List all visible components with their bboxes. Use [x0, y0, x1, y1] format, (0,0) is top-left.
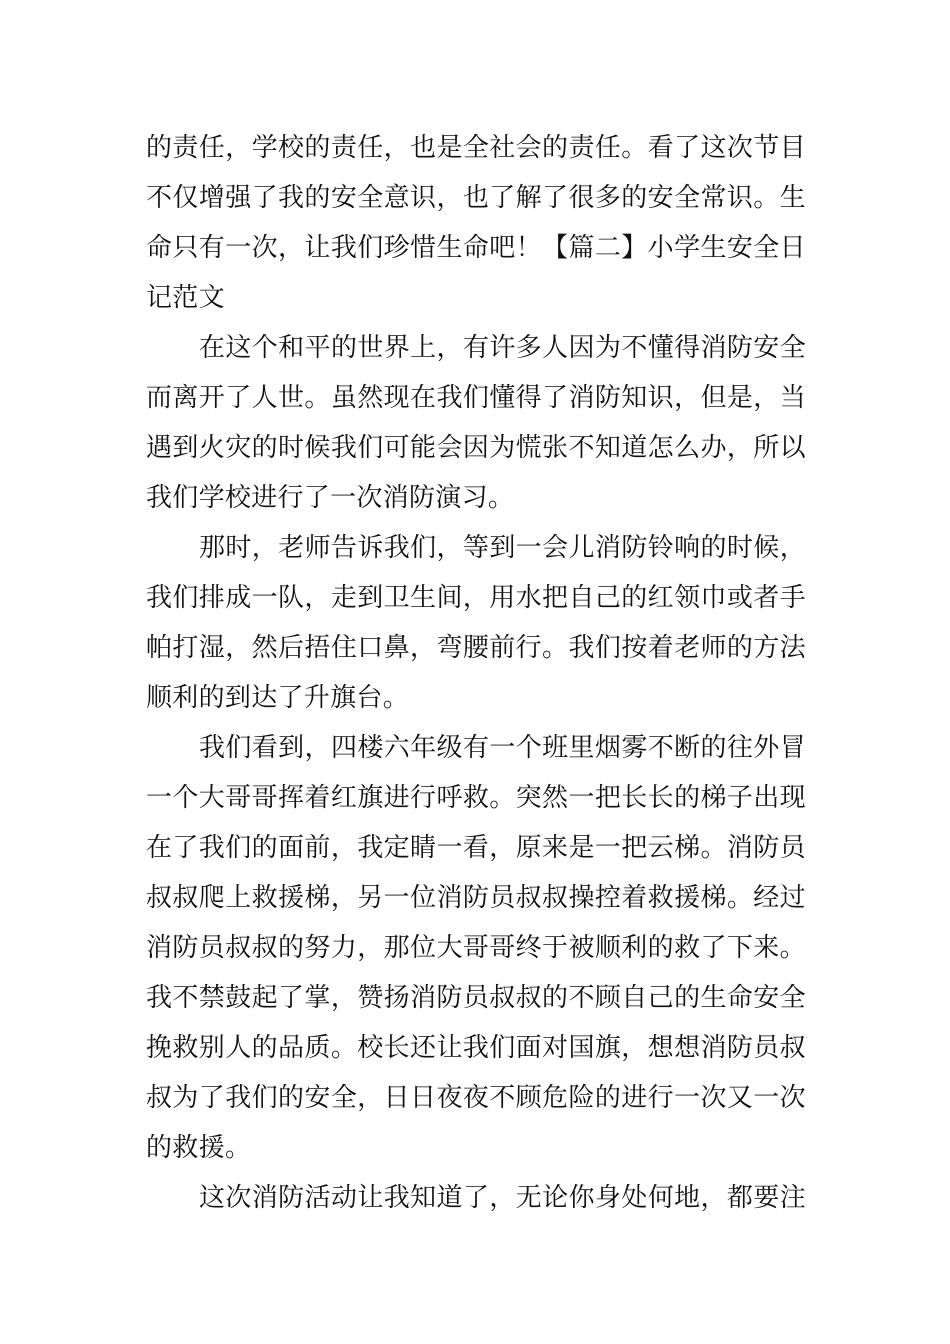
text-line: 顺利的到达了升旗台。 — [146, 683, 410, 713]
text-line: 消防员叔叔的努力，那位大哥哥终于被顺利的救了下来。 — [146, 933, 806, 963]
text-line: 叔叔爬上救援梯，另一位消防员叔叔操控着救援梯。经过 — [146, 883, 806, 913]
paragraph-2 — [146, 323, 806, 523]
paragraph-4 — [146, 723, 806, 1173]
text-line: 不仅增强了我的安全意识，也了解了很多的安全常识。生 — [146, 183, 806, 213]
text-line: 记范文 — [146, 283, 225, 313]
text-line: 我们学校进行了一次消防演习。 — [146, 483, 515, 513]
text-line: 挽救别人的品质。校长还让我们面对国旗，想想消防员叔 — [146, 1033, 806, 1063]
text-line: 叔为了我们的安全，日日夜夜不顾危险的进行一次又一次 — [146, 1083, 806, 1113]
paragraph-1 — [146, 123, 806, 323]
text-line: 遇到火灾的时候我们可能会因为慌张不知道怎么办，所以 — [146, 433, 806, 463]
text-line: 我们看到，四楼六年级有一个班里烟雾不断的往外冒 — [199, 733, 806, 763]
document-body — [146, 123, 806, 1223]
text-line: 这次消防活动让我知道了，无论你身处何地，都要注 — [199, 1183, 806, 1213]
text-line: 在了我们的面前，我定睛一看，原来是一把云梯。消防员 — [146, 833, 806, 863]
paragraph-3 — [146, 523, 806, 723]
text-line: 那时，老师告诉我们，等到一会儿消防铃响的时候， — [199, 533, 806, 563]
text-line: 一个大哥哥挥着红旗进行呼救。突然一把长长的梯子出现 — [146, 783, 806, 813]
text-line: 命只有一次，让我们珍惜生命吧！【篇二】小学生安全日 — [146, 233, 806, 263]
text-line: 的救援。 — [146, 1133, 252, 1163]
text-line: 我们排成一队，走到卫生间，用水把自己的红领巾或者手 — [146, 583, 806, 613]
paragraph-5 — [146, 1173, 806, 1223]
text-line: 帕打湿，然后捂住口鼻，弯腰前行。我们按着老师的方法 — [146, 633, 806, 663]
text-line: 而离开了人世。虽然现在我们懂得了消防知识，但是，当 — [146, 383, 806, 413]
text-line: 的责任，学校的责任，也是全社会的责任。看了这次节目 — [146, 133, 806, 163]
text-line: 我不禁鼓起了掌，赞扬消防员叔叔的不顾自己的生命安全 — [146, 983, 806, 1013]
text-line: 在这个和平的世界上，有许多人因为不懂得消防安全 — [199, 333, 806, 363]
